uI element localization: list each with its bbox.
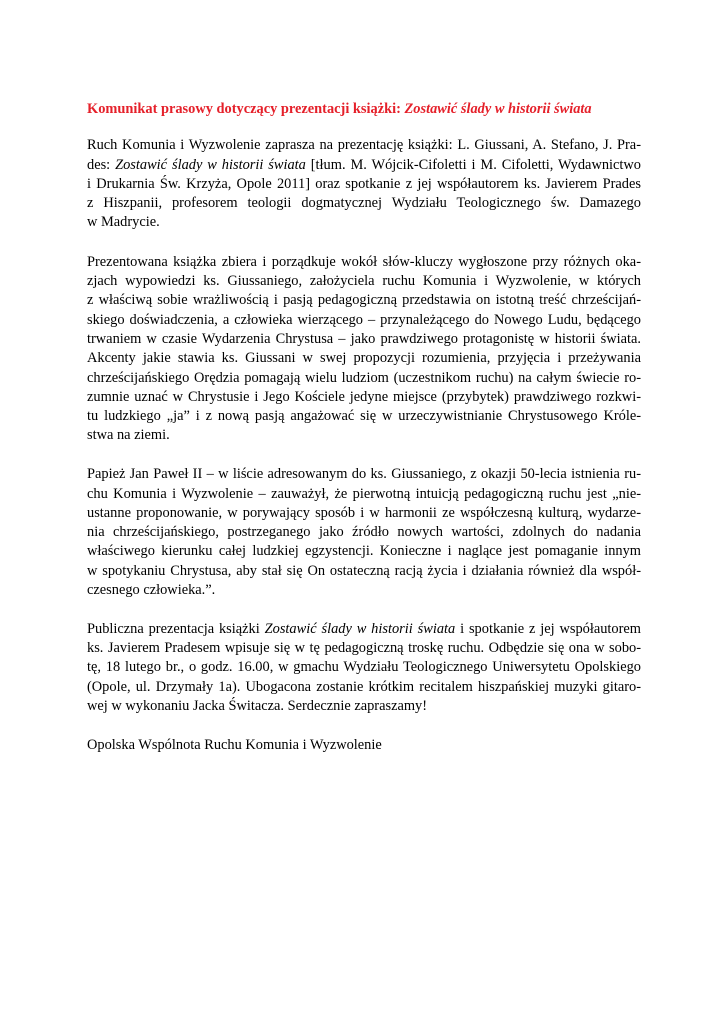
signature-line: Opolska Wspólnota Ruchu Komunia i Wyzwolenie — [87, 736, 382, 753]
press-release-document — [87, 100, 641, 755]
text-line: chu Komunia i Wyzwolenie – zauważył, że pierwotną intuicją pedagogiczną ruchu jest „nie- — [87, 485, 641, 502]
text-line: Publiczna prezentacja książki Zostawić ślady w historii świata i spotkanie z jej współautorem — [87, 620, 642, 637]
book-title-italic: Zostawić ślady w historii świata — [264, 620, 456, 637]
paragraph-event-details — [87, 620, 641, 716]
text-line: Prezentowana książka zbiera i porządkuje wokół słów-kluczy wygłoszone przy różnych oka- — [87, 253, 641, 270]
text-line: w Madrycie. — [87, 214, 160, 231]
text-line: tu ludzkiego „ja” i z nową pasją angażować się w urzeczywistnianie Chrystusowego Króle- — [87, 408, 641, 425]
text-line: Papież Jan Paweł II – w liście adresowanym do ks. Giussaniego, z okazji 50-lecia istnienia ru- — [87, 466, 641, 483]
title-book-name: Zostawić ślady w historii świata — [404, 101, 592, 117]
text-line: stwa na ziemi. — [87, 427, 170, 444]
paragraph-pope-quote — [87, 465, 641, 600]
title-prefix: Komunikat prasowy dotyczący prezentacji książki: — [87, 101, 405, 117]
text-line: i Drukarnia Św. Krzyża, Opole 2011] oraz spotkanie z jej współautorem ks. Javierem Prades — [87, 175, 641, 192]
paragraph-book-description — [87, 253, 641, 446]
text-line: Ruch Komunia i Wyzwolenie zaprasza na prezentację książki: L. Giussani, A. Stefano, J. Pra- — [87, 137, 641, 154]
text-line: w spotykaniu Chrystusa, aby stał się On ostateczną racją życia i działania również dla współ- — [87, 562, 641, 579]
paragraph-signature — [87, 736, 641, 755]
text-line: z właściwą sobie wrażliwością i pasją pedagogiczną przedstawia on istotną treść chrześcijań- — [87, 292, 641, 309]
text-line: czesnego człowieka.”. — [87, 582, 216, 599]
text-line: wej w wykonaniu Jacka Świtacza. Serdecznie zapraszamy! — [87, 698, 428, 715]
document-title — [87, 100, 641, 119]
text-line: (Opole, ul. Drzymały 1a). Ubogacona zostanie krótkim recitalem hiszpańskiej muzyki gitaro- — [87, 678, 641, 695]
text-line: tę, 18 lutego br., o godz. 16.00, w gmachu Wydziału Teologicznego Uniwersytetu Opolskiego — [87, 659, 641, 676]
text-line: skiego doświadczenia, a człowieka wierzącego – przynależącego do Nowego Ludu, będącego — [87, 311, 641, 328]
text-line: właściwego kierunku całej ludzkiej egzystencji. Konieczne i naglące jest pomaganie innym — [87, 543, 641, 560]
text-line: des: Zostawić ślady w historii świata [tłum. M. Wójcik-Cifoletti i M. Cifoletti, Wydawnictwo — [87, 156, 641, 173]
text-line: zjach wypowiedzi ks. Giussaniego, założyciela ruchu Komunia i Wyzwolenie, w których — [87, 273, 641, 290]
text-line: trwaniem w czasie Wydarzenia Chrystusa – jako prawdziwego protagonistę w historii świata. — [87, 330, 641, 347]
text-line: Akcenty jakie stawia ks. Giussani w swej propozycji rozumienia, przyjęcia i przeżywania — [87, 350, 641, 367]
book-title-italic: Zostawić ślady w historii świata — [115, 156, 306, 173]
text-line: ks. Javierem Pradesem wpisuje się w tę pedagogiczną troskę ruchu. Odbędzie się ona w sobo- — [87, 640, 641, 657]
text-line: z Hiszpanii, profesorem teologii dogmatycznej Wydziału Teologicznego św. Damazego — [87, 195, 641, 212]
text-line: zumnie uznać w Chrystusie i Jego Kościele jedyne miejsce (przybytek) prawdziwego rozkwi- — [87, 388, 641, 405]
paragraph-announcement — [87, 136, 641, 232]
text-line: ustanne proponowanie, w porywający sposób i w harmonii ze współczesną kulturą, wydarze- — [87, 504, 641, 521]
text-line: nia chrześcijańskiego, postrzeganego jako źródło nowych wartości, zdolnych do nadania — [87, 524, 641, 541]
text-line: chrześcijańskiego Orędzia pomagają wielu ludziom (uczestnikom ruchu) na całym świecie ro- — [87, 369, 641, 386]
